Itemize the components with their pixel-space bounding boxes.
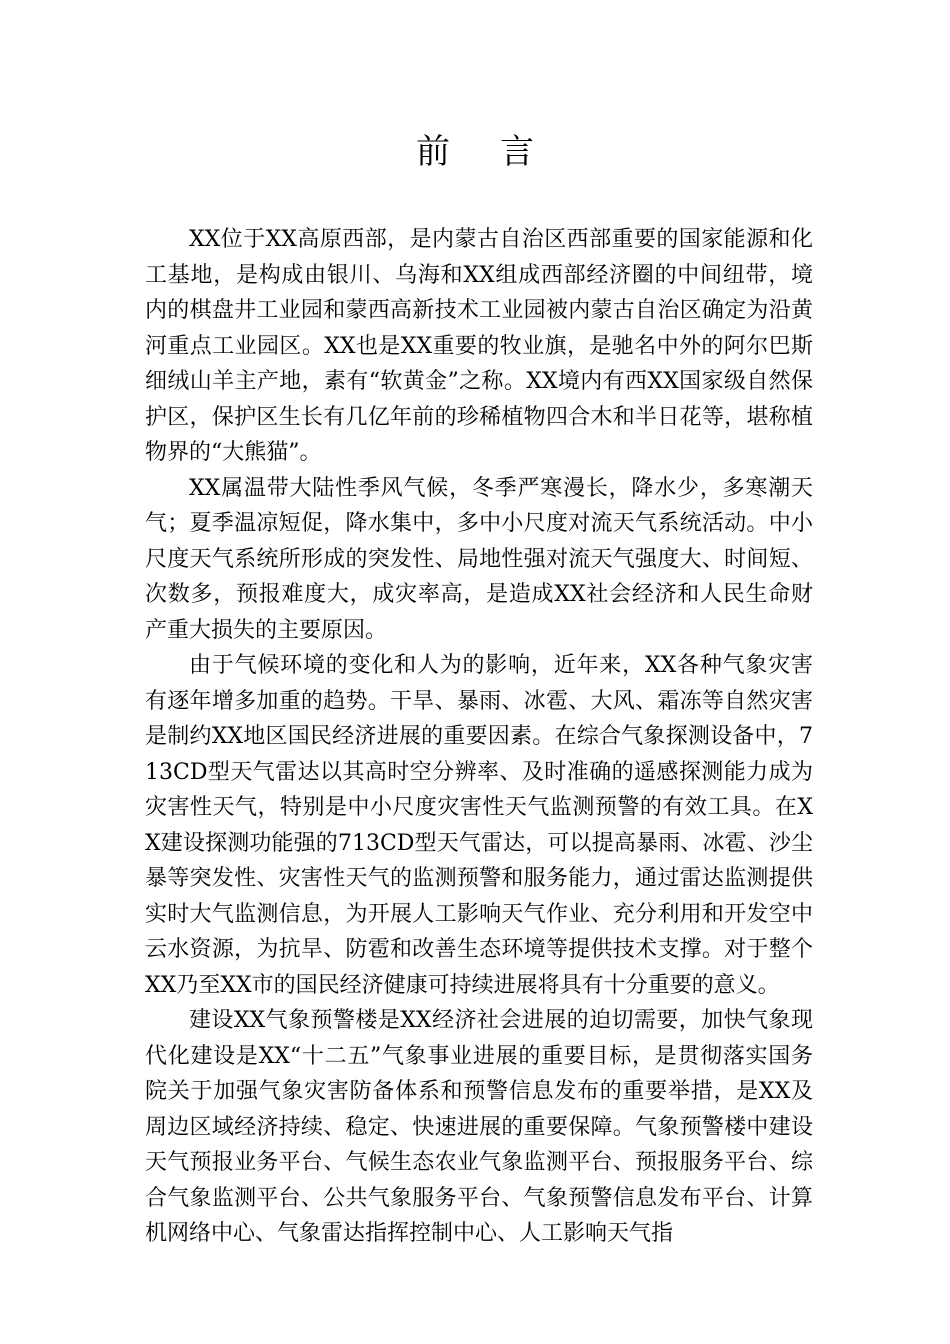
title-char-2: 言	[500, 132, 534, 172]
page-title	[0, 128, 950, 176]
paragraph-2: XX属温带大陆性季风气候，冬季严寒漫长，降水少，多寒潮天气；夏季温凉短促，降水集中，多中小尺度对流天气系统活动。中小尺度天气系统所形成的突发性、局地性强对流天气强度大、时间短、次数多，预报难度大，成灾率高，是造成XX社会经济和人民生命财产重大损失的主要原因。	[145, 475, 813, 643]
paragraph-4: 建设XX气象预警楼是XX经济社会进展的迫切需要，加快气象现代化建设是XX“十二五”气象事业进展的重要目标，是贯彻落实国务院关于加强气象灾害防备体系和预警信息发布的重要举措，是XX及周边区域经济持续、稳定、快速进展的重要保障。气象预警楼中建设天气预报业务平台、气候生态农业气象监测平台、预报服务平台、综合气象监测平台、公共气象服务平台、气象预警信息发布平台、计算机网络中心、气象雷达指挥控制中心、人工影响天气指	[145, 1008, 813, 1246]
paragraph-1: XX位于XX高原西部，是内蒙古自治区西部重要的国家能源和化工基地，是构成由银川、乌海和XX组成西部经济圈的中间纽带，境内的棋盘井工业园和蒙西高新技术工业园被内蒙古自治区确定为沿黄河重点工业园区。XX也是XX重要的牧业旗，是驰名中外的阿尔巴斯细绒山羊主产地，素有“软黄金”之称。XX境内有西XX国家级自然保护区，保护区生长有几亿年前的珍稀植物四合木和半日花等，堪称植物界的“大熊猫”。	[145, 227, 813, 465]
document-body	[145, 222, 813, 1252]
title-char-1: 前	[416, 132, 450, 172]
paragraph-3: 由于气候环境的变化和人为的影响，近年来，XX各种气象灾害有逐年增多加重的趋势。干旱、暴雨、冰雹、大风、霜冻等自然灾害是制约XX地区国民经济进展的重要因素。在综合气象探测设备中，713CD型天气雷达以其高时空分辨率、及时准确的遥感探测能力成为灾害性天气，特别是中小尺度灾害性天气监测预警的有效工具。在XX建设探测功能强的713CD型天气雷达，可以提高暴雨、冰雹、沙尘暴等突发性、灾害性天气的监测预警和服务能力，通过雷达监测提供实时大气监测信息，为开展人工影响天气作业、充分利用和开发空中云水资源，为抗旱、防雹和改善生态环境等提供技术支撑。对于整个XX乃至XX市的国民经济健康可持续进展将具有十分重要的意义。	[145, 653, 813, 998]
